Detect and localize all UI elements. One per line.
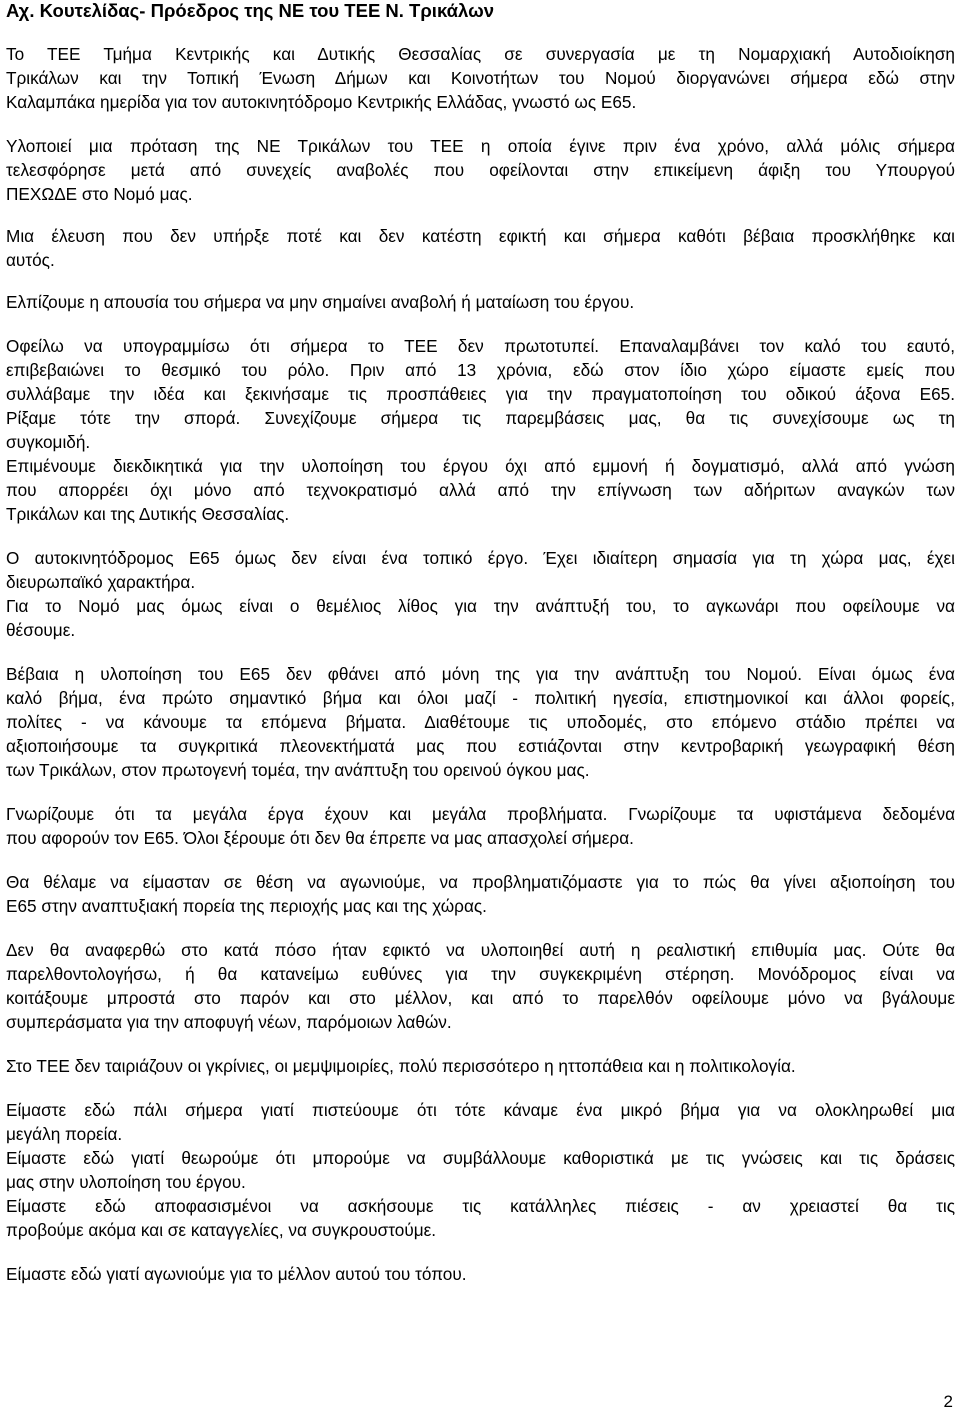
- paragraph: [6, 454, 955, 526]
- paragraph: [6, 870, 955, 918]
- text-line: των Τρικάλων, στον πρωτογενή τομέα, την ανάπτυξη του ορεινού όγκου μας.: [6, 760, 590, 780]
- text-line: Είμαστε εδώ πάλι σήμερα γιατί πιστεύουμε ότι τότε κάναμε ένα μικρό βήμα για να ολοκληρωθεί μια: [6, 1100, 955, 1120]
- paragraph: [6, 594, 955, 642]
- paragraph: [6, 42, 955, 114]
- text-line: Είμαστε εδώ αποφασισμένοι να ασκήσουμε τις κατάλληλες πιέσεις - αν χρειαστεί θα τις: [6, 1196, 955, 1216]
- text-line: προβούμε ακόμα και σε καταγγελίες, να συγκρουστούμε.: [6, 1220, 437, 1240]
- paragraph: [6, 546, 955, 594]
- text-line: Το ΤΕΕ Τμήμα Κεντρικής και Δυτικής Θεσσαλίας σε συνεργασία με τη Νομαρχιακή Αυτοδιοίκηση: [6, 44, 955, 64]
- text-line: Είμαστε εδώ γιατί θεωρούμε ότι μπορούμε να συμβάλλουμε καθοριστικά με τις γνώσεις και τις δράσεις: [6, 1148, 955, 1168]
- page-number: 2: [943, 1392, 953, 1411]
- text-line: επιβεβαιώνει το θεσμικό του ρόλο. Πριν από 13 χρόνια, εδώ στον ίδιο χώρο είμαστε εμείς που: [6, 360, 955, 380]
- paragraph: [6, 1262, 955, 1286]
- text-line: Για το Νομό μας όμως είναι ο θεμέλιος λίθος για την ανάπτυξή του, το αγκωνάρι που οφείλουμε να: [6, 596, 955, 616]
- text-line: Υλοποιεί μια πρόταση της ΝΕ Τρικάλων του ΤΕΕ η οποία έγινε πριν ένα χρόνο, αλλά μόλις σήμερα: [6, 136, 955, 156]
- paragraph: [6, 1146, 955, 1194]
- text-line: Ρίξαμε τότε την σπορά. Συνεχίζουμε σήμερα τις παρεμβάσεις μας, θα τις συνεχίσουμε ως τη: [6, 408, 955, 428]
- text-line: Δεν θα αναφερθώ στο κατά πόσο ήταν εφικτό να υλοποιηθεί αυτή η ρεαλιστική επιθυμία μας. Ούτε θα: [6, 940, 955, 960]
- paragraph: [6, 334, 955, 454]
- text-line: διευρωπαϊκό χαρακτήρα.: [6, 572, 196, 592]
- paragraph: [6, 1194, 955, 1242]
- text-line: αξιοποιήσουμε τα συγκριτικά πλεονεκτήματά μας που εστιάζονται στην κεντροβαρική γεωγραφική θέση: [6, 736, 955, 756]
- document-page: [6, 0, 955, 1286]
- paragraph: [6, 290, 955, 314]
- text-line: συγκομιδή.: [6, 432, 91, 452]
- document-body: [6, 42, 955, 1286]
- text-line: που απορρέει όχι μόνο από τεχνοκρατισμό αλλά από την επίγνωση των αδήριτων αναγκών των: [6, 480, 955, 500]
- text-line: Ε65 στην αναπτυξιακή πορεία της περιοχής μας και της χώρας.: [6, 896, 487, 916]
- paragraph: [6, 662, 955, 782]
- text-line: πολίτες - να κάνουμε τα επόμενα βήματα. Διαθέτουμε τις υποδομές, στο επόμενο στάδιο πρέπει να: [6, 712, 955, 732]
- text-line: συμπεράσματα για την αποφυγή νέων, παρόμοιων λαθών.: [6, 1012, 452, 1032]
- text-line: Θα θέλαμε να είμασταν σε θέση να αγωνιούμε, να προβληματιζόμαστε για το πώς θα γίνει αξιοποίηση του: [6, 872, 955, 892]
- text-line: τελεσφόρησε μετά από συνεχείς αναβολές που οφείλονται στην επικείμενη άφιξη του Υπουργού: [6, 160, 955, 180]
- text-line: Τρικάλων και την Τοπική Ένωση Δήμων και Κοινοτήτων του Νομού διοργανώνει σήμερα εδώ στην: [6, 68, 955, 88]
- document-title: Αχ. Κουτελίδας- Πρόεδρος της ΝΕ του ΤΕΕ Ν. Τρικάλων: [6, 0, 495, 21]
- text-line: μας στην υλοποίηση του έργου.: [6, 1172, 246, 1192]
- paragraph: [6, 802, 955, 850]
- text-line: ΠΕΧΩΔΕ στο Νομό μας.: [6, 184, 193, 204]
- text-line: Καλαμπάκα ημερίδα για τον αυτοκινητόδρομο Κεντρικής Ελλάδας, γνωστό ως Ε65.: [6, 92, 637, 112]
- text-line: μεγάλη πορεία.: [6, 1124, 123, 1144]
- text-line: θέσουμε.: [6, 620, 76, 640]
- paragraph: [6, 938, 955, 1034]
- paragraph: [6, 134, 955, 206]
- text-line: Είμαστε εδώ γιατί αγωνιούμε για το μέλλον αυτού του τόπου.: [6, 1264, 467, 1284]
- text-line: που αφορούν τον Ε65. Όλοι ξέρουμε ότι δεν θα έπρεπε να μας απασχολεί σήμερα.: [6, 828, 634, 848]
- text-line: Ο αυτοκινητόδρομος Ε65 όμως δεν είναι ένα τοπικό έργο. Έχει ιδιαίτερη σημασία για τη χώρα μας, έχει: [6, 548, 955, 568]
- text-line: Επιμένουμε διεκδικητικά για την υλοποίηση του έργου όχι από εμμονή ή δογματισμό, αλλά από γνώση: [6, 456, 955, 476]
- text-line: συλλάβαμε την ιδέα και ξεκινήσαμε τις προσπάθειες για την πραγματοποίηση του οδικού άξονα Ε65.: [6, 384, 955, 404]
- text-line: Βέβαια η υλοποίηση του Ε65 δεν φθάνει από μόνη της για την ανάπτυξη του Νομού. Είναι όμως ένα: [6, 664, 955, 684]
- text-line: Ελπίζουμε η απουσία του σήμερα να μην σημαίνει αναβολή ή ματαίωση του έργου.: [6, 292, 635, 312]
- text-line: Μια έλευση που δεν υπήρξε ποτέ και δεν κατέστη εφικτή και σήμερα καθότι βέβαια προσκλήθηκε και: [6, 226, 955, 246]
- text-line: Στο ΤΕΕ δεν ταιριάζουν οι γκρίνιες, οι μεμψιμοιρίες, πολύ περισσότερο η ηττοπάθεια και η πολιτικολογία.: [6, 1056, 796, 1076]
- paragraph: [6, 1098, 955, 1146]
- text-line: καλό βήμα, ένα πρώτο σημαντικό βήμα και όλοι μαζί - πολιτική ηγεσία, επιστημονικοί και άλλοι φορείς,: [6, 688, 955, 708]
- text-line: Οφείλω να υπογραμμίσω ότι σήμερα το ΤΕΕ δεν πρωτοτυπεί. Επαναλαμβάνει τον καλό του εαυτό,: [6, 336, 955, 356]
- text-line: παρελθοντολογήσω, ή θα κατανείμω ευθύνες για την συγκεκριμένη στέρηση. Μονόδρομος είναι να: [6, 964, 955, 984]
- paragraph: [6, 1054, 955, 1078]
- text-line: Γνωρίζουμε ότι τα μεγάλα έργα έχουν και μεγάλα προβλήματα. Γνωρίζουμε τα υφιστάμενα δεδομένα: [6, 804, 955, 824]
- text-line: κοιτάξουμε μπροστά στο παρόν και στο μέλλον, και από το παρελθόν οφείλουμε μόνο να βγάλουμε: [6, 988, 955, 1008]
- text-line: Τρικάλων και της Δυτικής Θεσσαλίας.: [6, 504, 290, 524]
- text-line: αυτός.: [6, 250, 55, 270]
- paragraph: [6, 224, 955, 272]
